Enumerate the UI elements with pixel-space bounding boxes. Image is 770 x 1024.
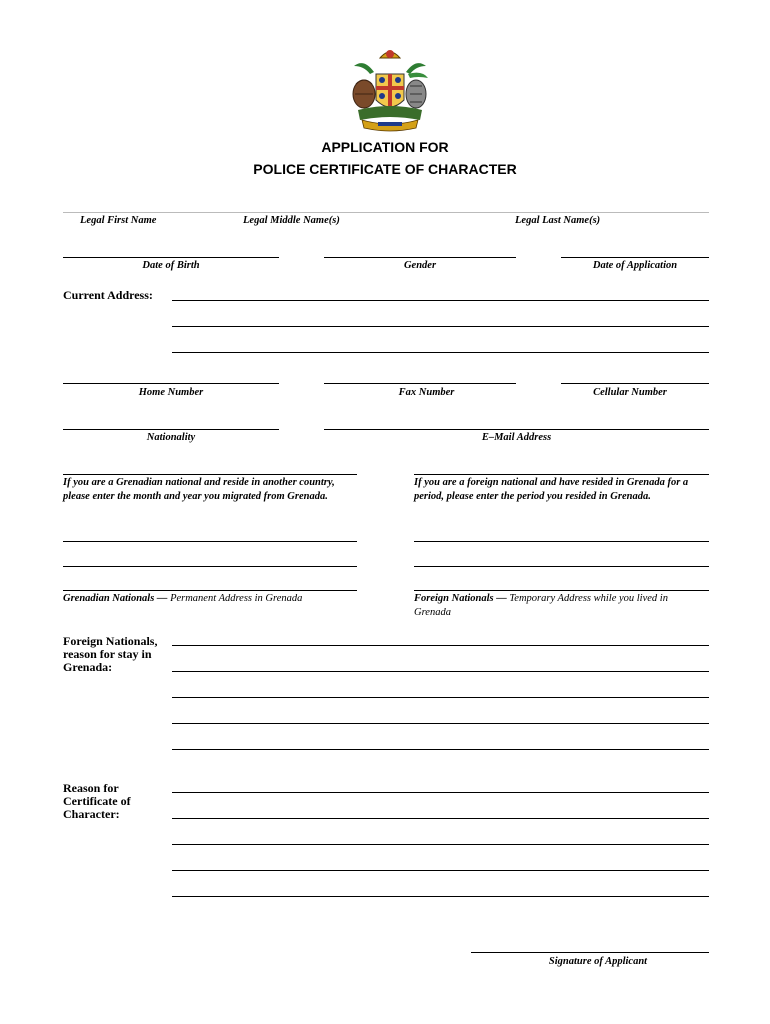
reason-for-certificate-line-3[interactable]	[172, 844, 709, 845]
date-of-birth-field[interactable]	[63, 257, 279, 258]
reason-for-certificate-line-4[interactable]	[172, 870, 709, 871]
foreign-temporary-address-label	[414, 592, 704, 620]
cellular-number-label: Cellular Number	[593, 387, 667, 398]
grenadian-migration-field[interactable]	[63, 474, 357, 475]
foreign-address-label-bold: Foreign Nationals —	[414, 593, 510, 604]
reason-for-stay-line-2[interactable]	[172, 671, 709, 672]
reason-for-stay-line-1[interactable]	[172, 645, 709, 646]
email-label: E–Mail Address	[481, 432, 552, 443]
gender-label: Gender	[403, 260, 437, 271]
reason-for-stay-line-4[interactable]	[172, 723, 709, 724]
foreign-national-instructions: If you are a foreign national and have resided in Grenada for a period, please enter the period you resided in Grenada.	[414, 477, 689, 502]
current-address-line-3[interactable]	[172, 352, 709, 353]
page-title	[0, 136, 770, 180]
foreign-address-line-3[interactable]	[414, 590, 709, 591]
grenadian-address-line-3[interactable]	[63, 590, 357, 591]
legal-first-name-label: Legal First Name	[80, 215, 157, 226]
foreign-address-line-1[interactable]	[414, 541, 709, 542]
gender-field[interactable]	[324, 257, 516, 258]
signature-field[interactable]	[471, 952, 709, 953]
reason-for-stay-line-5[interactable]	[172, 749, 709, 750]
reason-for-stay-label: Foreign Nationals, reason for stay in Grenada:	[63, 634, 158, 674]
grenadian-address-line-1[interactable]	[63, 541, 357, 542]
home-number-label: Home Number	[138, 387, 204, 398]
current-address-line-1[interactable]	[172, 300, 709, 301]
home-number-field[interactable]	[63, 383, 279, 384]
name-fields-line[interactable]	[63, 212, 709, 213]
cellular-number-field[interactable]	[561, 383, 709, 384]
current-address-label: Current Address:	[63, 288, 153, 302]
grenada-coat-of-arms-icon	[350, 44, 430, 132]
grenadian-national-instructions: If you are a Grenadian national and reside in another country, please enter the month and year you migrated from Grenada.	[63, 477, 335, 502]
fax-number-field[interactable]	[324, 383, 516, 384]
legal-middle-name-label: Legal Middle Name(s)	[243, 215, 340, 226]
grenadian-address-line-2[interactable]	[63, 566, 357, 567]
date-of-application-label: Date of Application	[592, 260, 678, 271]
grenadian-address-label-bold: Grenadian Nationals —	[63, 593, 171, 604]
title-line-1: APPLICATION FOR	[321, 139, 449, 155]
reason-for-certificate-line-5[interactable]	[172, 896, 709, 897]
nationality-field[interactable]	[63, 429, 279, 430]
current-address-line-2[interactable]	[172, 326, 709, 327]
reason-for-certificate-line-2[interactable]	[172, 818, 709, 819]
email-field[interactable]	[324, 429, 709, 430]
foreign-address-label-regular: Temporary Address while you lived in Grenada	[414, 593, 668, 618]
date-of-birth-label: Date of Birth	[142, 260, 200, 271]
foreign-address-line-2[interactable]	[414, 566, 709, 567]
grenadian-address-label-regular: Permanent Address in Grenada	[170, 593, 303, 604]
foreign-residence-field[interactable]	[414, 474, 709, 475]
fax-number-label: Fax Number	[398, 387, 455, 398]
title-line-2: POLICE CERTIFICATE OF CHARACTER	[253, 161, 517, 177]
date-of-application-field[interactable]	[561, 257, 709, 258]
legal-last-name-label: Legal Last Name(s)	[515, 215, 601, 226]
nationality-label: Nationality	[146, 432, 196, 443]
signature-label: Signature of Applicant	[548, 956, 648, 967]
reason-for-stay-line-3[interactable]	[172, 697, 709, 698]
reason-for-certificate-line-1[interactable]	[172, 792, 709, 793]
grenadian-permanent-address-label	[63, 592, 358, 606]
reason-for-certificate-label: Reason for Certificate of Character:	[63, 781, 131, 821]
